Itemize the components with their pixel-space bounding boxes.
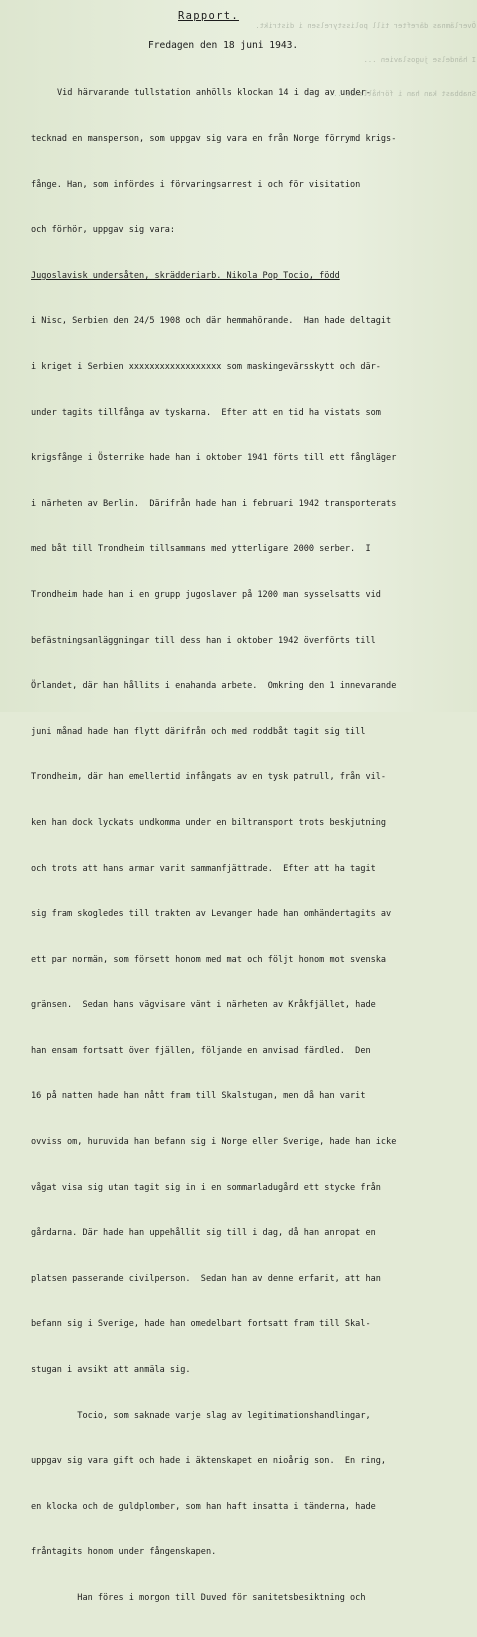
text-line: befästningsanläggningar till dess han i oktober 1942 överförts till: [31, 635, 376, 646]
text-line: gårdarna. Där hade han uppehållit sig till i dag, då han anropat en: [31, 1228, 376, 1239]
text-line: i kriget i Serbien xxxxxxxxxxxxxxxxxx som maskingevärsskytt och där-: [31, 361, 381, 372]
text-line: och förhör, uppgav sig vara:: [31, 225, 176, 236]
document-title: Rapport.: [178, 10, 239, 22]
text-line: ovviss om, huruvida han befann sig i Norge eller Sverige, hade han icke: [31, 1137, 397, 1148]
text-line: Trondheim, där han emellertid infångats av en tysk patrull, från vil-: [31, 772, 387, 783]
text-line: gränsen. Sedan hans vägvisare vänt i närheten av Kråkfjället, hade: [31, 1000, 376, 1011]
text-line: 16 på natten hade han nått fram till Skalstugan, men då han varit: [31, 1091, 366, 1102]
text-line: Örlandet, där han hållits i enahanda arbete. Omkring den 1 innevarande: [31, 681, 397, 692]
text-line: tecknad en mansperson, som uppgav sig vara en från Norge förrymd krigs-: [31, 134, 397, 144]
bleed-line: Överlämnas därefter till polisstyrelsen i distrikt.: [255, 21, 476, 30]
text-line: krigsfånge i Österrike hade han i oktober 1941 förts till ett fångläger: [31, 453, 397, 464]
text-line: med båt till Trondheim tillsammans med ytterligare 2000 serber. I: [31, 544, 371, 555]
text-line: i närheten av Berlin. Därifrån hade han i februari 1942 transporterats: [31, 498, 397, 509]
text-line: fråntagits honom under fångenskapen.: [31, 1547, 217, 1558]
text-line: vågat visa sig utan tagit sig in i en sommarladugård ett stycke från: [31, 1182, 381, 1193]
text-line: befann sig i Sverige, hade han omedelbart fortsatt fram till Skal-: [31, 1319, 371, 1330]
text-line: ken han dock lyckats undkomma under en biltransport trots beskjutning: [31, 817, 387, 828]
report-body: [31, 56, 471, 1637]
text-line: uppgav sig vara gift och hade i äktenskapet en nioårig son. En ring,: [31, 1456, 387, 1467]
text-line: i Nisc, Serbien den 24/5 1908 och där hemmahörande. Han hade deltagit: [31, 316, 392, 327]
text-line: och trots att hans armar varit sammanfjättrade. Efter att ha tagit: [31, 863, 376, 874]
text-line: Vid härvarande tullstation anhölls klockan 14 i dag av under-: [57, 88, 371, 99]
text-line: Tocio, som saknade varje slag av legitimationshandlingar,: [31, 1410, 371, 1421]
text-line: juni månad hade han flytt därifrån och med roddbåt tagit sig till: [31, 726, 366, 737]
text-line: under tagits tillfånga av tyskarna. Efter att en tid ha vistats som: [31, 407, 381, 418]
text-line: ett par normän, som försett honom med mat och följt honom mot svenska: [31, 954, 387, 965]
text-line: Jugoslavisk undersåten, skrädderiarb. Nikola Pop Tocio, född: [31, 270, 340, 281]
text-line: Han föres i morgon till Duved för sanitetsbesiktning och: [31, 1593, 366, 1603]
date-line: Fredagen den 18 juni 1943.: [148, 40, 299, 51]
text-line: fånge. Han, som infördes i förvaringsarrest i och för visitation: [31, 179, 361, 190]
text-line: sig fram skogledes till trakten av Levanger hade han omhändertagits av: [31, 909, 392, 920]
text-line: en klocka och de guldplomber, som han haft insatta i tänderna, hade: [31, 1501, 376, 1512]
text-line: platsen passerande civilperson. Sedan han av denne erfarit, att han: [31, 1273, 381, 1284]
text-line: han ensam fortsatt över fjällen, följande en anvisad färdled. Den: [31, 1045, 371, 1056]
text-line: stugan i avsikt att anmäla sig.: [31, 1365, 191, 1376]
bleed-line: Snabbast kan han i förhållande ...: [328, 89, 476, 99]
bleed-line: I händelse jugoslavien ...: [363, 55, 476, 65]
text-line: Trondheim hade han i en grupp jugoslaver på 1200 man sysselsatts vid: [31, 589, 381, 600]
